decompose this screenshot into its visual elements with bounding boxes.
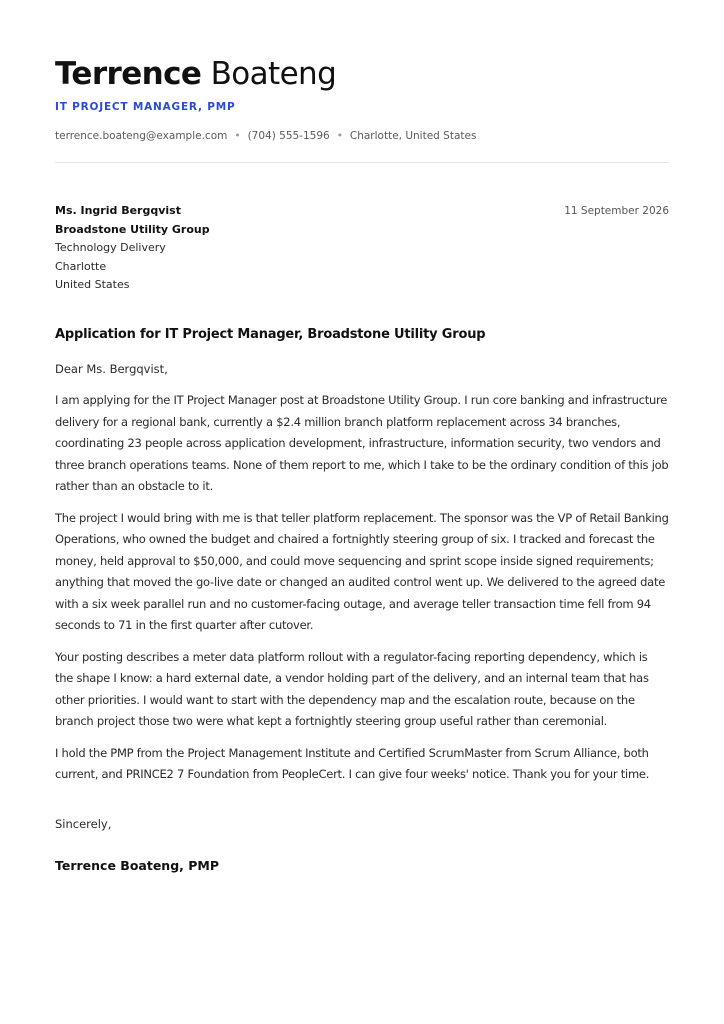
address-block: [55, 202, 669, 295]
contact-separator: •: [234, 130, 241, 142]
salutation: Dear Ms. Bergqvist,: [55, 361, 168, 376]
contact-location: Charlotte, United States: [349, 130, 477, 142]
first-name: Terrence: [55, 56, 202, 92]
recipient-country: United States: [55, 278, 130, 291]
body-paragraph: I hold the PMP from the Project Management Institute and Certified ScrumMaster from Scrum Alliance, both current, and PRINCE2 7 Foundation from PeopleCert. I can give four weeks' notice. Thank you for your time.: [55, 745, 650, 781]
contact-separator: •: [336, 130, 343, 142]
signature: Terrence Boateng, PMP: [55, 858, 220, 873]
applicant-name: [55, 56, 669, 92]
contact-email: terrence.boateng@example.com: [55, 130, 228, 142]
recipient-city: Charlotte: [55, 259, 107, 273]
body-paragraph: The project I would bring with me is that teller platform replacement. The sponsor was the VP of Retail Banking Operations, who owned the budget and chaired a fortnightly steering group of six. I tracked and forecast the money, held approval to $50,000, and could move sequencing and sprint scope inside signed requirements; anything that moved the go-live date or changed an audited control went up. We delivered to the agreed date with a six week parallel run and no customer-facing outage, and average teller transaction time fell from 94 seconds to 71 in the first quarter after cutover.: [55, 510, 669, 632]
letter-date: 11 September 2026: [564, 205, 669, 217]
cover-letter: [55, 56, 669, 873]
recipient-department: Technology Delivery: [55, 241, 166, 254]
last-name: Boateng: [210, 56, 337, 92]
body-paragraph: I am applying for the IT Project Manager post at Broadstone Utility Group. I run core banking and infrastructure delivery for a regional bank, currently a $2.4 million branch platform replacement across 34 branches, coordinating 23 people across application development, infrastructure, information security, two vendors and three branch operations teams. None of them report to me, which I take to be the ordinary condition of this job rather than an obstacle to it.: [55, 393, 669, 493]
letter-subject: Application for IT Project Manager, Broadstone Utility Group: [55, 326, 486, 342]
body-paragraph: Your posting describes a meter data platform rollout with a regulator-facing reporting dependency, which is the shape I know: a hard external date, a vendor holding part of the delivery, and an internal team that has other priorities. I would want to start with the dependency map and the escalation route, because on the branch project those two were what kept a fortnightly steering group useful rather than ceremonial.: [55, 649, 649, 728]
recipient-name: Ms. Ingrid Bergqvist: [55, 204, 181, 217]
contact-phone: (704) 555-1596: [247, 130, 330, 142]
closing: Sincerely,: [55, 816, 112, 831]
recipient-company: Broadstone Utility Group: [55, 222, 210, 236]
applicant-title: IT PROJECT MANAGER, PMP: [55, 101, 236, 113]
header-divider: [55, 162, 669, 163]
contact-line: [55, 130, 669, 142]
